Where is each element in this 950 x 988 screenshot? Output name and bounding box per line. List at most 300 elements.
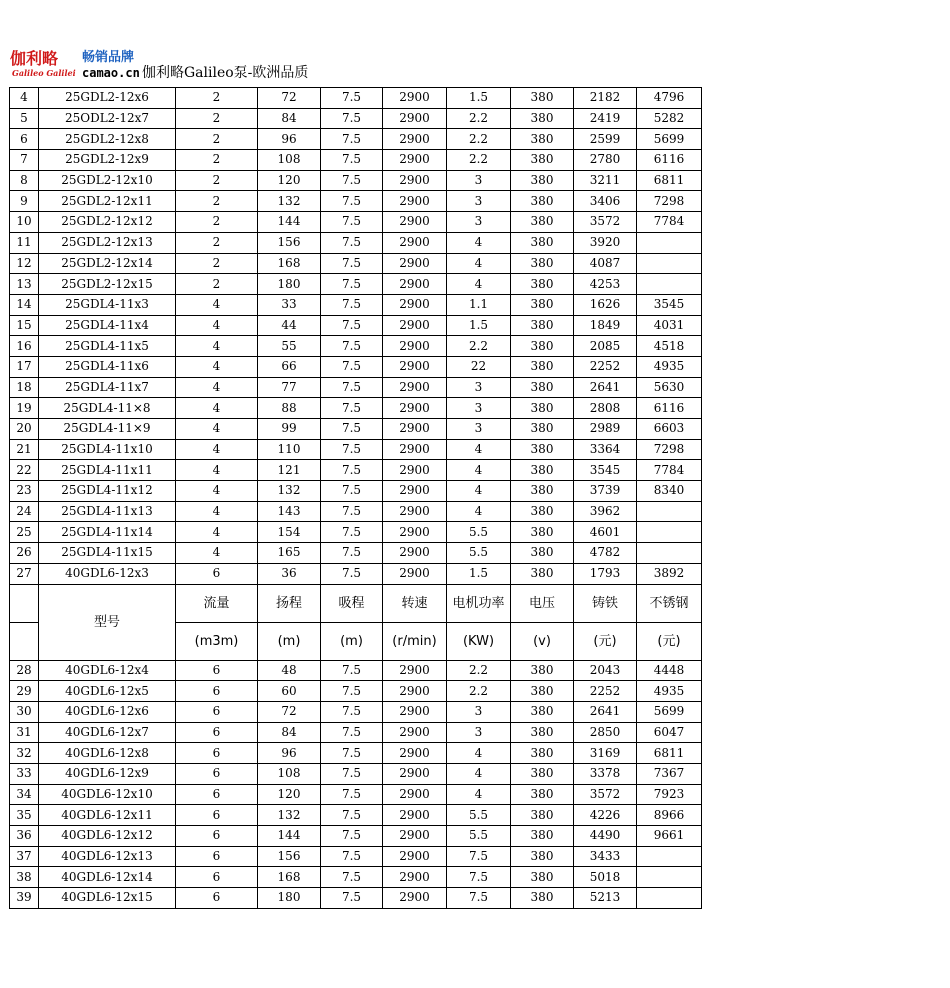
cell-iron-price: 2182: [574, 88, 637, 109]
cell-flow: 4: [176, 439, 258, 460]
cell-iron-price: 5018: [574, 867, 637, 888]
cell-power: 2.2: [447, 336, 511, 357]
cell-head: 121: [258, 460, 321, 481]
cell-row-index: 8: [10, 170, 39, 191]
cell-speed: 2900: [383, 315, 447, 336]
table-row: [10, 681, 702, 702]
cell-iron-price: 2085: [574, 336, 637, 357]
cell-row-index: 4: [10, 88, 39, 109]
cell-head: 144: [258, 826, 321, 847]
cell-steel-price: 6603: [637, 419, 702, 440]
cell-steel-price: 5282: [637, 108, 702, 129]
cell-row-index: 11: [10, 232, 39, 253]
cell-suction: 7.5: [321, 460, 383, 481]
table-row: [10, 867, 702, 888]
cell-row-index: 35: [10, 805, 39, 826]
cell-steel-price: 7367: [637, 763, 702, 784]
cell-row-index: 33: [10, 763, 39, 784]
cell-head: 156: [258, 846, 321, 867]
cell-steel-price: 6811: [637, 170, 702, 191]
cell-iron-price: 4782: [574, 543, 637, 564]
table-row: [10, 501, 702, 522]
table-body-bottom: [10, 660, 702, 908]
header-cell-iron: 铸铁: [574, 584, 637, 622]
cell-speed: 2900: [383, 701, 447, 722]
cell-model: 25GDL4-11x4: [39, 315, 176, 336]
cell-speed: 2900: [383, 867, 447, 888]
cell-iron-price: 2419: [574, 108, 637, 129]
cell-suction: 7.5: [321, 315, 383, 336]
cell-voltage: 380: [511, 253, 574, 274]
cell-speed: 2900: [383, 150, 447, 171]
cell-power: 5.5: [447, 826, 511, 847]
cell-head: 120: [258, 784, 321, 805]
table-row: [10, 377, 702, 398]
cell-row-index: 34: [10, 784, 39, 805]
cell-steel-price: [637, 888, 702, 909]
cell-head: 77: [258, 377, 321, 398]
cell-model: 25GDL2-12x9: [39, 150, 176, 171]
table-row: [10, 460, 702, 481]
cell-voltage: 380: [511, 212, 574, 233]
cell-iron-price: 1793: [574, 563, 637, 584]
cell-power: 3: [447, 170, 511, 191]
unit-cell-power: (KW): [447, 622, 511, 660]
unit-cell-suction: (m): [321, 622, 383, 660]
cell-speed: 2900: [383, 253, 447, 274]
cell-row-index: 32: [10, 743, 39, 764]
cell-voltage: 380: [511, 170, 574, 191]
cell-speed: 2900: [383, 501, 447, 522]
cell-iron-price: 2252: [574, 356, 637, 377]
cell-model: 25GDL4-11×8: [39, 398, 176, 419]
cell-flow: 2: [176, 129, 258, 150]
cell-flow: 6: [176, 867, 258, 888]
cell-flow: 4: [176, 294, 258, 315]
cell-head: 165: [258, 543, 321, 564]
cell-power: 5.5: [447, 543, 511, 564]
cell-model: 40GDL6-12x14: [39, 867, 176, 888]
table-row: [10, 763, 702, 784]
cell-row-index: 12: [10, 253, 39, 274]
site-text: camao.cn: [82, 66, 140, 80]
cell-speed: 2900: [383, 805, 447, 826]
cell-suction: 7.5: [321, 377, 383, 398]
cell-voltage: 380: [511, 501, 574, 522]
table-row: [10, 743, 702, 764]
cell-power: 5.5: [447, 522, 511, 543]
table-row: [10, 805, 702, 826]
cell-row-index: 39: [10, 888, 39, 909]
cell-power: 3: [447, 212, 511, 233]
cell-iron-price: 2989: [574, 419, 637, 440]
cell-speed: 2900: [383, 108, 447, 129]
cell-speed: 2900: [383, 743, 447, 764]
cell-suction: 7.5: [321, 888, 383, 909]
table-row: [10, 315, 702, 336]
cell-flow: 6: [176, 784, 258, 805]
cell-power: 7.5: [447, 846, 511, 867]
cell-suction: 7.5: [321, 88, 383, 109]
cell-head: 72: [258, 88, 321, 109]
cell-head: 120: [258, 170, 321, 191]
cell-steel-price: 4518: [637, 336, 702, 357]
table-row: [10, 129, 702, 150]
cell-row-index: 19: [10, 398, 39, 419]
cell-head: 99: [258, 419, 321, 440]
cell-head: 132: [258, 805, 321, 826]
cell-suction: 7.5: [321, 419, 383, 440]
cell-power: 1.5: [447, 88, 511, 109]
cell-flow: 6: [176, 563, 258, 584]
cell-row-index: 7: [10, 150, 39, 171]
brand-logo: [10, 50, 80, 80]
cell-speed: 2900: [383, 826, 447, 847]
cell-row-index: 20: [10, 419, 39, 440]
cell-head: 132: [258, 191, 321, 212]
cell-model: 25GDL4-11x13: [39, 501, 176, 522]
cell-row-index: 17: [10, 356, 39, 377]
cell-speed: 2900: [383, 660, 447, 681]
cell-head: 108: [258, 763, 321, 784]
cell-flow: 4: [176, 336, 258, 357]
cell-suction: 7.5: [321, 150, 383, 171]
cell-speed: 2900: [383, 129, 447, 150]
cell-iron-price: 3920: [574, 232, 637, 253]
cell-suction: 7.5: [321, 481, 383, 502]
cell-iron-price: 3364: [574, 439, 637, 460]
cell-flow: 6: [176, 743, 258, 764]
cell-speed: 2900: [383, 563, 447, 584]
cell-iron-price: 3169: [574, 743, 637, 764]
cell-head: 48: [258, 660, 321, 681]
cell-steel-price: 4031: [637, 315, 702, 336]
cell-head: 55: [258, 336, 321, 357]
cell-flow: 6: [176, 826, 258, 847]
cell-model: 25GDL4-11x3: [39, 294, 176, 315]
table-header-block: [10, 584, 702, 660]
table-row: [10, 784, 702, 805]
cell-model: 40GDL6-12x9: [39, 763, 176, 784]
table-row: [10, 274, 702, 295]
cell-voltage: 380: [511, 743, 574, 764]
cell-head: 66: [258, 356, 321, 377]
cell-suction: 7.5: [321, 681, 383, 702]
header-cell-head: 扬程: [258, 584, 321, 622]
cell-head: 180: [258, 274, 321, 295]
cell-iron-price: 1626: [574, 294, 637, 315]
table-row: [10, 826, 702, 847]
cell-power: 1.5: [447, 563, 511, 584]
cell-iron-price: 3406: [574, 191, 637, 212]
cell-head: 168: [258, 867, 321, 888]
cell-voltage: 380: [511, 846, 574, 867]
cell-flow: 4: [176, 543, 258, 564]
cell-suction: 7.5: [321, 846, 383, 867]
cell-power: 4: [447, 784, 511, 805]
cell-power: 3: [447, 191, 511, 212]
header-cell-suction: 吸程: [321, 584, 383, 622]
cell-speed: 2900: [383, 398, 447, 419]
table-row: [10, 398, 702, 419]
table-row: [10, 336, 702, 357]
cell-model: 40GDL6-12x15: [39, 888, 176, 909]
cell-head: 154: [258, 522, 321, 543]
cell-model: 25GDL2-12x12: [39, 212, 176, 233]
cell-flow: 6: [176, 660, 258, 681]
cell-power: 3: [447, 701, 511, 722]
cell-steel-price: 4935: [637, 681, 702, 702]
table-row: [10, 888, 702, 909]
cell-speed: 2900: [383, 232, 447, 253]
cell-steel-price: 7298: [637, 191, 702, 212]
cell-speed: 2900: [383, 784, 447, 805]
cell-flow: 4: [176, 356, 258, 377]
cell-flow: 2: [176, 232, 258, 253]
cell-iron-price: 4253: [574, 274, 637, 295]
cell-model: 25GDL4-11x11: [39, 460, 176, 481]
cell-model: 40GDL6-12x10: [39, 784, 176, 805]
cell-head: 180: [258, 888, 321, 909]
table-row: [10, 108, 702, 129]
cell-speed: 2900: [383, 522, 447, 543]
cell-suction: 7.5: [321, 398, 383, 419]
unit-cell-steel: (元): [637, 622, 702, 660]
cell-power: 2.2: [447, 681, 511, 702]
cell-steel-price: [637, 232, 702, 253]
cell-head: 96: [258, 743, 321, 764]
cell-voltage: 380: [511, 356, 574, 377]
cell-iron-price: 2850: [574, 722, 637, 743]
cell-flow: 2: [176, 108, 258, 129]
cell-iron-price: 2043: [574, 660, 637, 681]
cell-power: 4: [447, 743, 511, 764]
cell-speed: 2900: [383, 88, 447, 109]
cell-iron-price: 3545: [574, 460, 637, 481]
cell-flow: 4: [176, 522, 258, 543]
cell-speed: 2900: [383, 439, 447, 460]
cell-suction: 7.5: [321, 212, 383, 233]
cell-iron-price: 2641: [574, 701, 637, 722]
header-cell-index: [10, 584, 39, 622]
cell-steel-price: 9661: [637, 826, 702, 847]
cell-model: 25GDL4-11x14: [39, 522, 176, 543]
cell-row-index: 38: [10, 867, 39, 888]
cell-row-index: 31: [10, 722, 39, 743]
cell-model: 25GDL2-12x15: [39, 274, 176, 295]
cell-iron-price: 5213: [574, 888, 637, 909]
cell-model: 25GDL2-12x8: [39, 129, 176, 150]
cell-steel-price: 3545: [637, 294, 702, 315]
cell-voltage: 380: [511, 129, 574, 150]
cell-flow: 2: [176, 191, 258, 212]
cell-suction: 7.5: [321, 722, 383, 743]
cell-iron-price: 2252: [574, 681, 637, 702]
cell-suction: 7.5: [321, 439, 383, 460]
table-row: [10, 212, 702, 233]
cell-steel-price: 7784: [637, 460, 702, 481]
cell-iron-price: 3433: [574, 846, 637, 867]
cell-steel-price: [637, 253, 702, 274]
cell-steel-price: [637, 522, 702, 543]
cell-head: 36: [258, 563, 321, 584]
cell-head: 143: [258, 501, 321, 522]
cell-iron-price: 1849: [574, 315, 637, 336]
table-row: [10, 170, 702, 191]
cell-steel-price: 6116: [637, 150, 702, 171]
cell-row-index: 26: [10, 543, 39, 564]
cell-model: 25ODL2-12x7: [39, 108, 176, 129]
cell-steel-price: 6047: [637, 722, 702, 743]
cell-steel-price: 4796: [637, 88, 702, 109]
cell-steel-price: [637, 543, 702, 564]
cell-voltage: 380: [511, 481, 574, 502]
cell-suction: 7.5: [321, 232, 383, 253]
cell-flow: 4: [176, 398, 258, 419]
table-row: [10, 88, 702, 109]
cell-model: 25GDL4-11x6: [39, 356, 176, 377]
cell-voltage: 380: [511, 315, 574, 336]
table-row: [10, 563, 702, 584]
cell-power: 22: [447, 356, 511, 377]
cell-steel-price: 7298: [637, 439, 702, 460]
cell-power: 5.5: [447, 805, 511, 826]
cell-row-index: 18: [10, 377, 39, 398]
cell-model: 40GDL6-12x11: [39, 805, 176, 826]
table-row: [10, 722, 702, 743]
cell-speed: 2900: [383, 681, 447, 702]
cell-row-index: 22: [10, 460, 39, 481]
cell-voltage: 380: [511, 867, 574, 888]
cell-flow: 4: [176, 501, 258, 522]
cell-steel-price: 4448: [637, 660, 702, 681]
cell-iron-price: 4226: [574, 805, 637, 826]
table-row: [10, 356, 702, 377]
cell-speed: 2900: [383, 888, 447, 909]
cell-steel-price: [637, 501, 702, 522]
cell-speed: 2900: [383, 336, 447, 357]
cell-power: 3: [447, 398, 511, 419]
cell-speed: 2900: [383, 274, 447, 295]
cell-steel-price: 6811: [637, 743, 702, 764]
cell-suction: 7.5: [321, 170, 383, 191]
cell-steel-price: 4935: [637, 356, 702, 377]
cell-power: 4: [447, 460, 511, 481]
cell-speed: 2900: [383, 212, 447, 233]
cell-model: 25GDL2-12x13: [39, 232, 176, 253]
cell-iron-price: 2808: [574, 398, 637, 419]
cell-power: 4: [447, 439, 511, 460]
cell-steel-price: 5699: [637, 129, 702, 150]
cell-head: 108: [258, 150, 321, 171]
cell-row-index: 23: [10, 481, 39, 502]
cell-iron-price: 3572: [574, 212, 637, 233]
cell-head: 84: [258, 722, 321, 743]
cell-suction: 7.5: [321, 129, 383, 150]
cell-speed: 2900: [383, 419, 447, 440]
cell-flow: 6: [176, 722, 258, 743]
cell-flow: 2: [176, 88, 258, 109]
cell-suction: 7.5: [321, 501, 383, 522]
cell-head: 60: [258, 681, 321, 702]
cell-speed: 2900: [383, 543, 447, 564]
cell-flow: 2: [176, 212, 258, 233]
cell-model: 25GDL4-11x15: [39, 543, 176, 564]
cell-flow: 6: [176, 701, 258, 722]
cell-speed: 2900: [383, 481, 447, 502]
cell-iron-price: 3739: [574, 481, 637, 502]
cell-flow: 2: [176, 274, 258, 295]
cell-voltage: 380: [511, 681, 574, 702]
cell-flow: 6: [176, 763, 258, 784]
cell-voltage: 380: [511, 805, 574, 826]
cell-voltage: 380: [511, 460, 574, 481]
table-row: [10, 481, 702, 502]
cell-suction: 7.5: [321, 743, 383, 764]
cell-power: 7.5: [447, 888, 511, 909]
cell-speed: 2900: [383, 846, 447, 867]
table-row: [10, 701, 702, 722]
cell-model: 25GDL2-12x11: [39, 191, 176, 212]
cell-power: 4: [447, 501, 511, 522]
cell-suction: 7.5: [321, 867, 383, 888]
table-row: [10, 191, 702, 212]
cell-row-index: 10: [10, 212, 39, 233]
cell-voltage: 380: [511, 660, 574, 681]
cell-power: 4: [447, 274, 511, 295]
cell-model: 40GDL6-12x6: [39, 701, 176, 722]
table-row: [10, 522, 702, 543]
unit-cell-index: [10, 622, 39, 660]
cell-model: 25GDL4-11x5: [39, 336, 176, 357]
cell-row-index: 9: [10, 191, 39, 212]
cell-speed: 2900: [383, 294, 447, 315]
cell-head: 132: [258, 481, 321, 502]
cell-model: 25GDL2-12x6: [39, 88, 176, 109]
cell-model: 40GDL6-12x4: [39, 660, 176, 681]
cell-speed: 2900: [383, 460, 447, 481]
cell-flow: 2: [176, 253, 258, 274]
table-row: [10, 846, 702, 867]
cell-power: 7.5: [447, 867, 511, 888]
cell-iron-price: 3962: [574, 501, 637, 522]
cell-suction: 7.5: [321, 253, 383, 274]
cell-row-index: 6: [10, 129, 39, 150]
cell-voltage: 380: [511, 232, 574, 253]
cell-voltage: 380: [511, 763, 574, 784]
table-row: [10, 253, 702, 274]
cell-voltage: 380: [511, 722, 574, 743]
cell-iron-price: 4087: [574, 253, 637, 274]
cell-iron-price: 4490: [574, 826, 637, 847]
cell-head: 88: [258, 398, 321, 419]
cell-head: 84: [258, 108, 321, 129]
cell-iron-price: 3211: [574, 170, 637, 191]
unit-cell-iron: (元): [574, 622, 637, 660]
cell-speed: 2900: [383, 377, 447, 398]
cell-voltage: 380: [511, 108, 574, 129]
cell-model: 25GDL2-12x14: [39, 253, 176, 274]
cell-speed: 2900: [383, 191, 447, 212]
cell-suction: 7.5: [321, 336, 383, 357]
cell-power: 4: [447, 763, 511, 784]
cell-head: 144: [258, 212, 321, 233]
cell-iron-price: 4601: [574, 522, 637, 543]
cell-model: 40GDL6-12x8: [39, 743, 176, 764]
cell-speed: 2900: [383, 170, 447, 191]
logo-text: 伽利略: [10, 49, 59, 68]
cell-flow: 6: [176, 805, 258, 826]
